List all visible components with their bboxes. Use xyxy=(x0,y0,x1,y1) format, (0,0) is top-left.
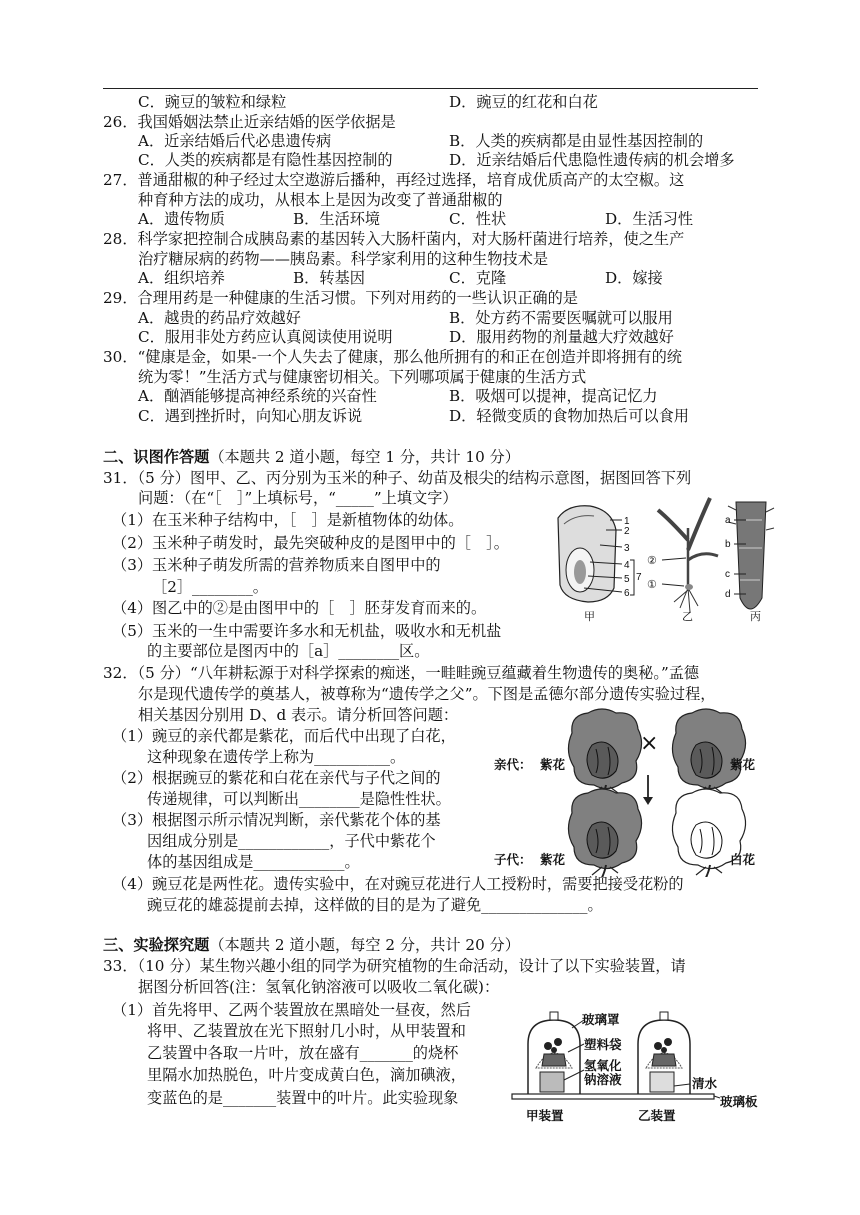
caption-jia: 甲 xyxy=(584,611,595,623)
label-yi-apparatus: 乙装置 xyxy=(638,1108,676,1123)
q33-part1-line5: 变蓝色的是_______装置中的叶片。此实验现象 xyxy=(147,1089,459,1107)
q28-option-a: A．组织培养 xyxy=(138,269,225,287)
cross-arrow-head xyxy=(643,797,653,805)
q32-part1a: （1）豌豆的亲代都是紫花，而后代中出现了白花， xyxy=(112,727,456,745)
section-2-note: （本题共 2 道小题，每空 1 分，共计 10 分） xyxy=(209,448,520,466)
bell-jar-apparatus-figure xyxy=(510,1008,768,1126)
q32-part2a: （2）根据豌豆的紫花和白花在亲代与子代之间的 xyxy=(112,769,441,787)
q30-stem-line1: 30．“健康是金，如果-一个人失去了健康，那么他所拥有的和正在创造并即将拥有的统 xyxy=(103,348,682,366)
fig-label-child-purple: 紫花 xyxy=(540,852,566,867)
q32-part4a: （4）豌豆花是两性花。遗传实验中，在对豌豆花进行人工授粉时，需要把接受花粉的 xyxy=(112,875,684,893)
q27-option-c: C．性状 xyxy=(449,210,507,228)
q31-line2: 问题：（在“［ ］”上填标号，“_____”上填文字） xyxy=(138,489,458,507)
leader-bag xyxy=(568,1044,584,1052)
q29-option-a: A．越贵的药品疗效越好 xyxy=(138,309,301,327)
section-3-heading xyxy=(103,935,520,955)
q32-line1: 32．（5 分）“八年耕耘源于对科学探索的痴迷，一畦畦豌豆蕴藏着生物遗传的奥秘。”孟德 xyxy=(103,664,700,682)
q26-stem: 26．我国婚姻法禁止近亲结婚的医学依据是 xyxy=(103,113,396,131)
section-2-title: 二、识图作答题 xyxy=(103,448,210,466)
header-rule xyxy=(103,88,758,89)
label-bell-jar: 玻璃罩 xyxy=(582,1012,620,1027)
q31-part2: （2）玉米种子萌发时，最先突破种皮的是图甲中的［ ］。 xyxy=(112,534,509,552)
q29-option-b: B．处方药不需要医嘱就可以服用 xyxy=(449,309,673,327)
q28-stem-line2: 治疗糖尿病的药物——胰岛素。科学家利用的这种生物技术是 xyxy=(138,250,549,268)
q31-line1: 31．（5 分）图甲、乙、丙分别为玉米的种子、幼苗及根尖的结构示意图，据图回答下列 xyxy=(103,469,692,487)
q27-stem-line2: 种育种方法的成功，从根本上是因为改变了普通甜椒的 xyxy=(138,191,503,209)
q26-option-b: B．人类的疾病都是由显性基因控制的 xyxy=(449,132,704,150)
q31-part5b: 的主要部位是图丙中的［a］________区。 xyxy=(147,642,430,660)
seed-label-7: 7 xyxy=(636,572,642,583)
q32-line2: 尔是现代遗传学的奠基人，被尊称为“遗传学之父”。下图是孟德尔部分遗传实验过程， xyxy=(138,685,716,703)
section-3-note: （本题共 2 道小题，每空 2 分，共计 20 分） xyxy=(209,936,520,954)
q31-part3b: ［2］________。 xyxy=(152,578,268,596)
glass-plate xyxy=(512,1094,714,1099)
caption-bing: 丙 xyxy=(750,611,761,623)
q27-stem-line1: 27．普通甜椒的种子经过太空遨游后播种，再经过选择，培育成优质高产的太空椒。这 xyxy=(103,171,685,189)
q29-option-c: C．服用非处方药应认真阅读使用说明 xyxy=(138,328,393,346)
q30-option-d: D．轻微变质的食物加热后可以食用 xyxy=(449,407,689,425)
seedling-label-1: ① xyxy=(647,579,657,591)
q28-option-b: B．转基因 xyxy=(293,269,365,287)
q32-part3c: 体的基因组成是____________。 xyxy=(147,853,360,871)
root-label-b: b xyxy=(725,539,731,550)
q32-part3b: 因组成分别是____________，子代中紫花个 xyxy=(147,832,436,850)
q30-option-c: C．遇到挫折时，向知心朋友诉说 xyxy=(138,407,363,425)
seed-label-1: 1 xyxy=(624,516,630,527)
fig-label-parent-purple-right: 紫花 xyxy=(730,757,756,772)
seed-label-4: 4 xyxy=(624,560,630,571)
q29-option-d: D．服用药物的剂量越大疗效越好 xyxy=(449,328,674,346)
q25-option-c: C．豌豆的皱粒和绿粒 xyxy=(138,93,287,111)
q27-option-b: B．生活环境 xyxy=(293,210,381,228)
bell-jar-knob-jia xyxy=(550,1012,558,1020)
q26-option-d: D．近亲结婚后代患隐性遗传病的机会增多 xyxy=(449,151,735,169)
q31-part3a: （3）玉米种子萌发所需的营养物质来自图甲中的 xyxy=(112,556,441,574)
seed-label-3: 3 xyxy=(624,543,630,554)
q27-option-d: D．生活习性 xyxy=(605,210,694,228)
root-label-a: a xyxy=(725,515,731,526)
q26-option-c: C．人类的疾病都是有隐性基因控制的 xyxy=(138,151,393,169)
seed-label-2: 2 xyxy=(624,526,630,537)
q32-part3a: （3）根据图示所示情况判断，亲代紫花个体的基 xyxy=(112,811,441,829)
q32-part2b: 传递规律，可以判断出________是隐性性状。 xyxy=(147,790,451,808)
root-label-c: c xyxy=(725,569,730,580)
label-water: 清水 xyxy=(692,1076,718,1091)
pot-yi xyxy=(652,1054,676,1066)
fig-label-parent-purple: 紫花 xyxy=(540,757,566,772)
q33-line1: 33．（10 分）某生物兴趣小组的同学为研究植物的生命活动，设计了以下实验装置，请 xyxy=(103,957,686,975)
section-3-title: 三、实验探究题 xyxy=(103,936,210,954)
q33-part1-line2: 将甲、乙装置放在光下照射几小时，从甲装置和 xyxy=(147,1022,466,1040)
q33-part1-line4: 里隔水加热脱色，叶片变成黄白色，滴加碘液， xyxy=(147,1066,466,1084)
q32-part4b: 豌豆花的雄蕊提前去掉，这样做的目的是为了避免______________。 xyxy=(147,896,603,914)
root-tip-diagram xyxy=(728,502,774,609)
q28-option-d: D．嫁接 xyxy=(605,269,663,287)
q30-stem-line2: 统为零！”生活方式与健康密切相关。下列哪项属于健康的生活方式 xyxy=(138,368,587,386)
q32-part1b: 这种现象在遗传学上称为__________。 xyxy=(147,748,406,766)
corn-seedling-diagram xyxy=(658,498,718,612)
seed-label-6: 6 xyxy=(624,588,630,599)
q30-option-a: A．酗酒能够提高神经系统的兴奋性 xyxy=(138,387,377,405)
beaker-jia xyxy=(540,1072,564,1092)
seed-label-5: 5 xyxy=(624,574,630,585)
label-plastic-bag: 塑料袋 xyxy=(584,1037,622,1052)
q31-part4: （4）图乙中的②是由图甲中的［ ］胚芽发育而来的。 xyxy=(112,599,487,617)
caption-yi: 乙 xyxy=(682,611,693,623)
q27-option-a: A．遗传物质 xyxy=(138,210,225,228)
fig-label-parent: 亲代： xyxy=(494,757,532,772)
q30-option-b: B．吸烟可以提神，提高记忆力 xyxy=(449,387,658,405)
fig-label-child: 子代： xyxy=(494,852,532,867)
q29-stem: 29．合理用药是一种健康的生活习惯。下列对用药的一些认识正确的是 xyxy=(103,289,578,307)
leader-water xyxy=(674,1084,690,1086)
q32-line3: 相关基因分别用 D、d 表示。请分析回答问题： xyxy=(138,706,459,724)
q31-part1: （1）在玉米种子结构中，［ ］是新植物体的幼体。 xyxy=(112,511,464,529)
q25-option-d: D．豌豆的红花和白花 xyxy=(449,93,598,111)
label-glass-plate: 玻璃板 xyxy=(720,1094,758,1109)
q33-part1-line3: 乙装置中各取一片叶，放在盛有_______的烧杯 xyxy=(147,1044,459,1062)
pea-cross-figure xyxy=(494,705,762,877)
q26-option-a: A．近亲结婚后代必患遗传病 xyxy=(138,132,332,150)
q28-option-c: C．克隆 xyxy=(449,269,507,287)
corn-seed-diagram xyxy=(558,506,616,602)
cross-symbol: × xyxy=(640,731,659,756)
root-label-d: d xyxy=(725,589,731,600)
q31-part5a: （5）玉米的一生中需要许多水和无机盐，吸收水和无机盐 xyxy=(112,622,502,640)
label-naoh-line2: 钠溶液 xyxy=(584,1072,622,1087)
fig-label-child-white: 白花 xyxy=(730,852,756,867)
leader-naoh xyxy=(564,1070,584,1080)
corn-structure-figure xyxy=(550,490,785,625)
seedling-label-2: ② xyxy=(647,555,657,567)
beaker-yi xyxy=(650,1072,674,1092)
section-2-heading xyxy=(103,447,520,467)
label-naoh-line1: 氢氧化 xyxy=(584,1058,622,1073)
label-jia-apparatus: 甲装置 xyxy=(526,1108,564,1123)
q33-line2: 据图分析回答(注：氢氧化钠溶液可以吸收二氧化碳)： xyxy=(138,978,500,996)
q28-stem-line1: 28．科学家把控制合成胰岛素的基因转入大肠杆菌内，对大肠杆菌进行培养，使之生产 xyxy=(103,230,685,248)
q33-part1-line1: （1）首先将甲、乙两个装置放在黑暗处一昼夜，然后 xyxy=(112,1001,471,1019)
bell-jar-knob-yi xyxy=(660,1012,668,1020)
child-purple-flower xyxy=(568,789,641,877)
pot-jia xyxy=(542,1054,566,1066)
